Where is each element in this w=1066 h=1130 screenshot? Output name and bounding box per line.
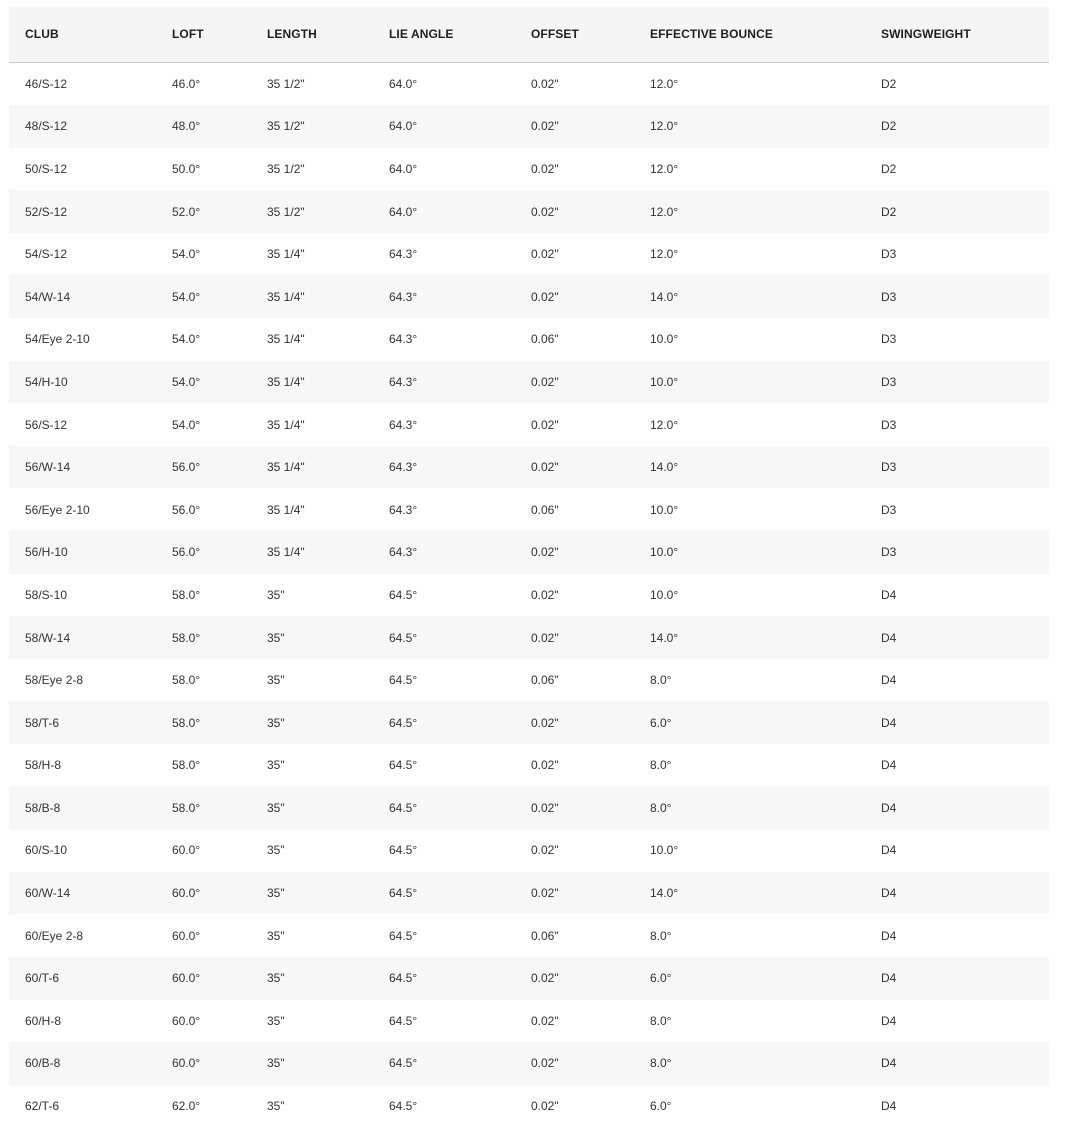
cell-swingweight: D2	[881, 119, 897, 134]
cell-offset: 0.02"	[531, 76, 559, 91]
cell-lie-angle: 64.5°	[389, 886, 418, 901]
table-row	[9, 574, 1049, 617]
cell-club: 54/W-14	[25, 289, 71, 304]
column-header-effective-bounce: EFFECTIVE BOUNCE	[634, 7, 865, 62]
cell-length: 35 1/2"	[267, 204, 305, 219]
cell-swingweight: D4	[881, 928, 897, 943]
cell-length: 35"	[267, 971, 285, 986]
cell-lie-angle: 64.5°	[389, 843, 418, 858]
cell-length: 35"	[267, 758, 285, 773]
cell-offset: 0.02"	[531, 1099, 559, 1114]
table-row	[9, 403, 1049, 446]
cell-effective-bounce: 12.0°	[650, 161, 679, 176]
cell-loft: 56.0°	[172, 502, 201, 517]
cell-offset: 0.02"	[531, 289, 559, 304]
cell-offset: 0.02"	[531, 119, 559, 134]
cell-lie-angle: 64.5°	[389, 758, 418, 773]
cell-lie-angle: 64.0°	[389, 76, 418, 91]
cell-offset: 0.02"	[531, 587, 559, 602]
cell-effective-bounce: 8.0°	[650, 800, 672, 815]
table-row	[9, 190, 1049, 233]
cell-offset: 0.06"	[531, 673, 559, 688]
cell-length: 35"	[267, 928, 285, 943]
cell-swingweight: D4	[881, 587, 897, 602]
cell-offset: 0.02"	[531, 161, 559, 176]
table-row	[9, 275, 1049, 318]
cell-lie-angle: 64.5°	[389, 587, 418, 602]
cell-loft: 60.0°	[172, 1013, 201, 1028]
cell-loft: 58.0°	[172, 673, 201, 688]
cell-effective-bounce: 10.0°	[650, 843, 679, 858]
column-header-length: LENGTH	[251, 7, 373, 62]
cell-club: 60/B-8	[25, 1056, 61, 1071]
cell-lie-angle: 64.3°	[389, 460, 418, 475]
cell-offset: 0.06"	[531, 502, 559, 517]
cell-lie-angle: 64.5°	[389, 971, 418, 986]
cell-loft: 60.0°	[172, 843, 201, 858]
cell-lie-angle: 64.5°	[389, 715, 418, 730]
cell-lie-angle: 64.3°	[389, 374, 418, 389]
cell-length: 35"	[267, 1099, 285, 1114]
cell-effective-bounce: 10.0°	[650, 502, 679, 517]
cell-loft: 58.0°	[172, 758, 201, 773]
cell-length: 35 1/2"	[267, 161, 305, 176]
cell-swingweight: D4	[881, 800, 897, 815]
table-body	[9, 62, 1049, 1127]
cell-loft: 52.0°	[172, 204, 201, 219]
cell-loft: 48.0°	[172, 119, 201, 134]
cell-effective-bounce: 12.0°	[650, 247, 679, 262]
table-row	[9, 1000, 1049, 1043]
column-header-swingweight: SWINGWEIGHT	[865, 7, 1049, 62]
cell-loft: 50.0°	[172, 161, 201, 176]
cell-effective-bounce: 6.0°	[650, 1099, 672, 1114]
table-header	[9, 7, 1049, 62]
cell-lie-angle: 64.5°	[389, 673, 418, 688]
cell-effective-bounce: 14.0°	[650, 630, 679, 645]
cell-lie-angle: 64.0°	[389, 119, 418, 134]
cell-club: 56/H-10	[25, 545, 68, 560]
cell-offset: 0.02"	[531, 800, 559, 815]
table-row	[9, 531, 1049, 574]
cell-swingweight: D3	[881, 247, 897, 262]
table-row	[9, 872, 1049, 915]
cell-club: 56/W-14	[25, 460, 71, 475]
cell-lie-angle: 64.5°	[389, 1056, 418, 1071]
table-header-row	[9, 7, 1049, 62]
cell-club: 50/S-12	[25, 161, 68, 176]
cell-loft: 60.0°	[172, 1056, 201, 1071]
cell-club: 58/W-14	[25, 630, 71, 645]
cell-lie-angle: 64.5°	[389, 800, 418, 815]
cell-loft: 58.0°	[172, 800, 201, 815]
cell-length: 35 1/4"	[267, 374, 305, 389]
table-row	[9, 829, 1049, 872]
cell-swingweight: D4	[881, 1099, 897, 1114]
cell-swingweight: D3	[881, 417, 897, 432]
cell-loft: 56.0°	[172, 460, 201, 475]
cell-offset: 0.02"	[531, 460, 559, 475]
club-specs-table	[9, 7, 1049, 1127]
cell-swingweight: D4	[881, 1013, 897, 1028]
table-row	[9, 488, 1049, 531]
cell-loft: 54.0°	[172, 247, 201, 262]
cell-lie-angle: 64.0°	[389, 161, 418, 176]
cell-swingweight: D3	[881, 545, 897, 560]
cell-effective-bounce: 8.0°	[650, 673, 672, 688]
cell-swingweight: D4	[881, 758, 897, 773]
cell-club: 58/Eye 2-8	[25, 673, 84, 688]
table-row	[9, 148, 1049, 191]
cell-offset: 0.02"	[531, 374, 559, 389]
cell-swingweight: D3	[881, 332, 897, 347]
cell-lie-angle: 64.3°	[389, 417, 418, 432]
cell-swingweight: D4	[881, 673, 897, 688]
cell-effective-bounce: 12.0°	[650, 417, 679, 432]
cell-effective-bounce: 10.0°	[650, 587, 679, 602]
cell-loft: 62.0°	[172, 1099, 201, 1114]
cell-effective-bounce: 8.0°	[650, 1013, 672, 1028]
cell-effective-bounce: 12.0°	[650, 76, 679, 91]
cell-length: 35 1/2"	[267, 76, 305, 91]
cell-offset: 0.02"	[531, 715, 559, 730]
cell-swingweight: D2	[881, 204, 897, 219]
cell-lie-angle: 64.3°	[389, 332, 418, 347]
cell-loft: 60.0°	[172, 971, 201, 986]
cell-effective-bounce: 12.0°	[650, 204, 679, 219]
cell-club: 60/S-10	[25, 843, 68, 858]
table-row	[9, 701, 1049, 744]
cell-length: 35"	[267, 587, 285, 602]
table-row	[9, 361, 1049, 404]
cell-length: 35"	[267, 800, 285, 815]
table-row	[9, 787, 1049, 830]
column-header-offset: OFFSET	[515, 7, 634, 62]
cell-lie-angle: 64.5°	[389, 1013, 418, 1028]
cell-length: 35"	[267, 843, 285, 858]
cell-length: 35 1/4"	[267, 332, 305, 347]
cell-lie-angle: 64.3°	[389, 545, 418, 560]
cell-loft: 58.0°	[172, 587, 201, 602]
cell-length: 35"	[267, 886, 285, 901]
cell-length: 35 1/2"	[267, 119, 305, 134]
table-row	[9, 659, 1049, 702]
cell-lie-angle: 64.5°	[389, 630, 418, 645]
cell-club: 56/Eye 2-10	[25, 502, 90, 517]
cell-loft: 54.0°	[172, 417, 201, 432]
table-row	[9, 744, 1049, 787]
cell-offset: 0.02"	[531, 1056, 559, 1071]
cell-club: 60/H-8	[25, 1013, 62, 1028]
cell-swingweight: D4	[881, 630, 897, 645]
cell-length: 35"	[267, 630, 285, 645]
cell-offset: 0.06"	[531, 332, 559, 347]
cell-swingweight: D3	[881, 460, 897, 475]
cell-lie-angle: 64.0°	[389, 204, 418, 219]
table-row	[9, 105, 1049, 148]
cell-club: 48/S-12	[25, 119, 68, 134]
cell-club: 58/T-6	[25, 715, 60, 730]
cell-effective-bounce: 12.0°	[650, 119, 679, 134]
cell-offset: 0.02"	[531, 758, 559, 773]
cell-club: 54/S-12	[25, 247, 68, 262]
table-row	[9, 1042, 1049, 1085]
cell-effective-bounce: 8.0°	[650, 758, 672, 773]
cell-length: 35"	[267, 1056, 285, 1071]
cell-lie-angle: 64.5°	[389, 928, 418, 943]
cell-swingweight: D3	[881, 374, 897, 389]
cell-offset: 0.02"	[531, 843, 559, 858]
cell-swingweight: D2	[881, 76, 897, 91]
cell-length: 35"	[267, 673, 285, 688]
cell-swingweight: D4	[881, 971, 897, 986]
cell-club: 58/H-8	[25, 758, 62, 773]
table-row	[9, 1085, 1049, 1128]
cell-club: 46/S-12	[25, 76, 68, 91]
cell-swingweight: D3	[881, 289, 897, 304]
cell-loft: 46.0°	[172, 76, 201, 91]
cell-length: 35 1/4"	[267, 502, 305, 517]
cell-club: 62/T-6	[25, 1099, 60, 1114]
cell-offset: 0.02"	[531, 247, 559, 262]
table-row	[9, 233, 1049, 276]
cell-club: 60/T-6	[25, 971, 60, 986]
cell-offset: 0.02"	[531, 417, 559, 432]
cell-loft: 54.0°	[172, 289, 201, 304]
cell-offset: 0.02"	[531, 545, 559, 560]
cell-effective-bounce: 6.0°	[650, 971, 672, 986]
cell-club: 58/S-10	[25, 587, 68, 602]
cell-loft: 54.0°	[172, 332, 201, 347]
cell-length: 35 1/4"	[267, 289, 305, 304]
cell-length: 35"	[267, 1013, 285, 1028]
cell-swingweight: D2	[881, 161, 897, 176]
cell-length: 35"	[267, 715, 285, 730]
cell-offset: 0.02"	[531, 204, 559, 219]
cell-loft: 56.0°	[172, 545, 201, 560]
cell-loft: 60.0°	[172, 928, 201, 943]
cell-club: 52/S-12	[25, 204, 68, 219]
cell-effective-bounce: 10.0°	[650, 374, 679, 389]
cell-offset: 0.02"	[531, 886, 559, 901]
cell-length: 35 1/4"	[267, 460, 305, 475]
cell-swingweight: D4	[881, 886, 897, 901]
cell-swingweight: D4	[881, 1056, 897, 1071]
table-row	[9, 957, 1049, 1000]
table-row	[9, 62, 1049, 105]
cell-effective-bounce: 8.0°	[650, 1056, 672, 1071]
cell-effective-bounce: 14.0°	[650, 289, 679, 304]
cell-effective-bounce: 14.0°	[650, 886, 679, 901]
cell-offset: 0.02"	[531, 971, 559, 986]
cell-offset: 0.06"	[531, 928, 559, 943]
table-row	[9, 616, 1049, 659]
cell-offset: 0.02"	[531, 1013, 559, 1028]
cell-effective-bounce: 10.0°	[650, 332, 679, 347]
cell-club: 54/Eye 2-10	[25, 332, 90, 347]
cell-swingweight: D3	[881, 502, 897, 517]
specs-table-container	[9, 7, 1049, 1127]
cell-effective-bounce: 6.0°	[650, 715, 672, 730]
column-header-club: CLUB	[9, 7, 156, 62]
column-header-lie-angle: LIE ANGLE	[373, 7, 515, 62]
cell-club: 58/B-8	[25, 800, 61, 815]
cell-length: 35 1/4"	[267, 417, 305, 432]
table-row	[9, 446, 1049, 489]
cell-swingweight: D4	[881, 715, 897, 730]
cell-lie-angle: 64.5°	[389, 1099, 418, 1114]
cell-offset: 0.02"	[531, 630, 559, 645]
cell-effective-bounce: 10.0°	[650, 545, 679, 560]
cell-length: 35 1/4"	[267, 545, 305, 560]
cell-lie-angle: 64.3°	[389, 502, 418, 517]
cell-loft: 58.0°	[172, 715, 201, 730]
cell-loft: 54.0°	[172, 374, 201, 389]
cell-lie-angle: 64.3°	[389, 289, 418, 304]
cell-effective-bounce: 14.0°	[650, 460, 679, 475]
cell-club: 60/Eye 2-8	[25, 928, 84, 943]
column-header-loft: LOFT	[156, 7, 251, 62]
cell-lie-angle: 64.3°	[389, 247, 418, 262]
table-row	[9, 318, 1049, 361]
table-row	[9, 914, 1049, 957]
cell-loft: 60.0°	[172, 886, 201, 901]
cell-swingweight: D4	[881, 843, 897, 858]
cell-club: 56/S-12	[25, 417, 68, 432]
cell-length: 35 1/4"	[267, 247, 305, 262]
cell-loft: 58.0°	[172, 630, 201, 645]
cell-club: 60/W-14	[25, 886, 71, 901]
cell-club: 54/H-10	[25, 374, 68, 389]
cell-effective-bounce: 8.0°	[650, 928, 672, 943]
